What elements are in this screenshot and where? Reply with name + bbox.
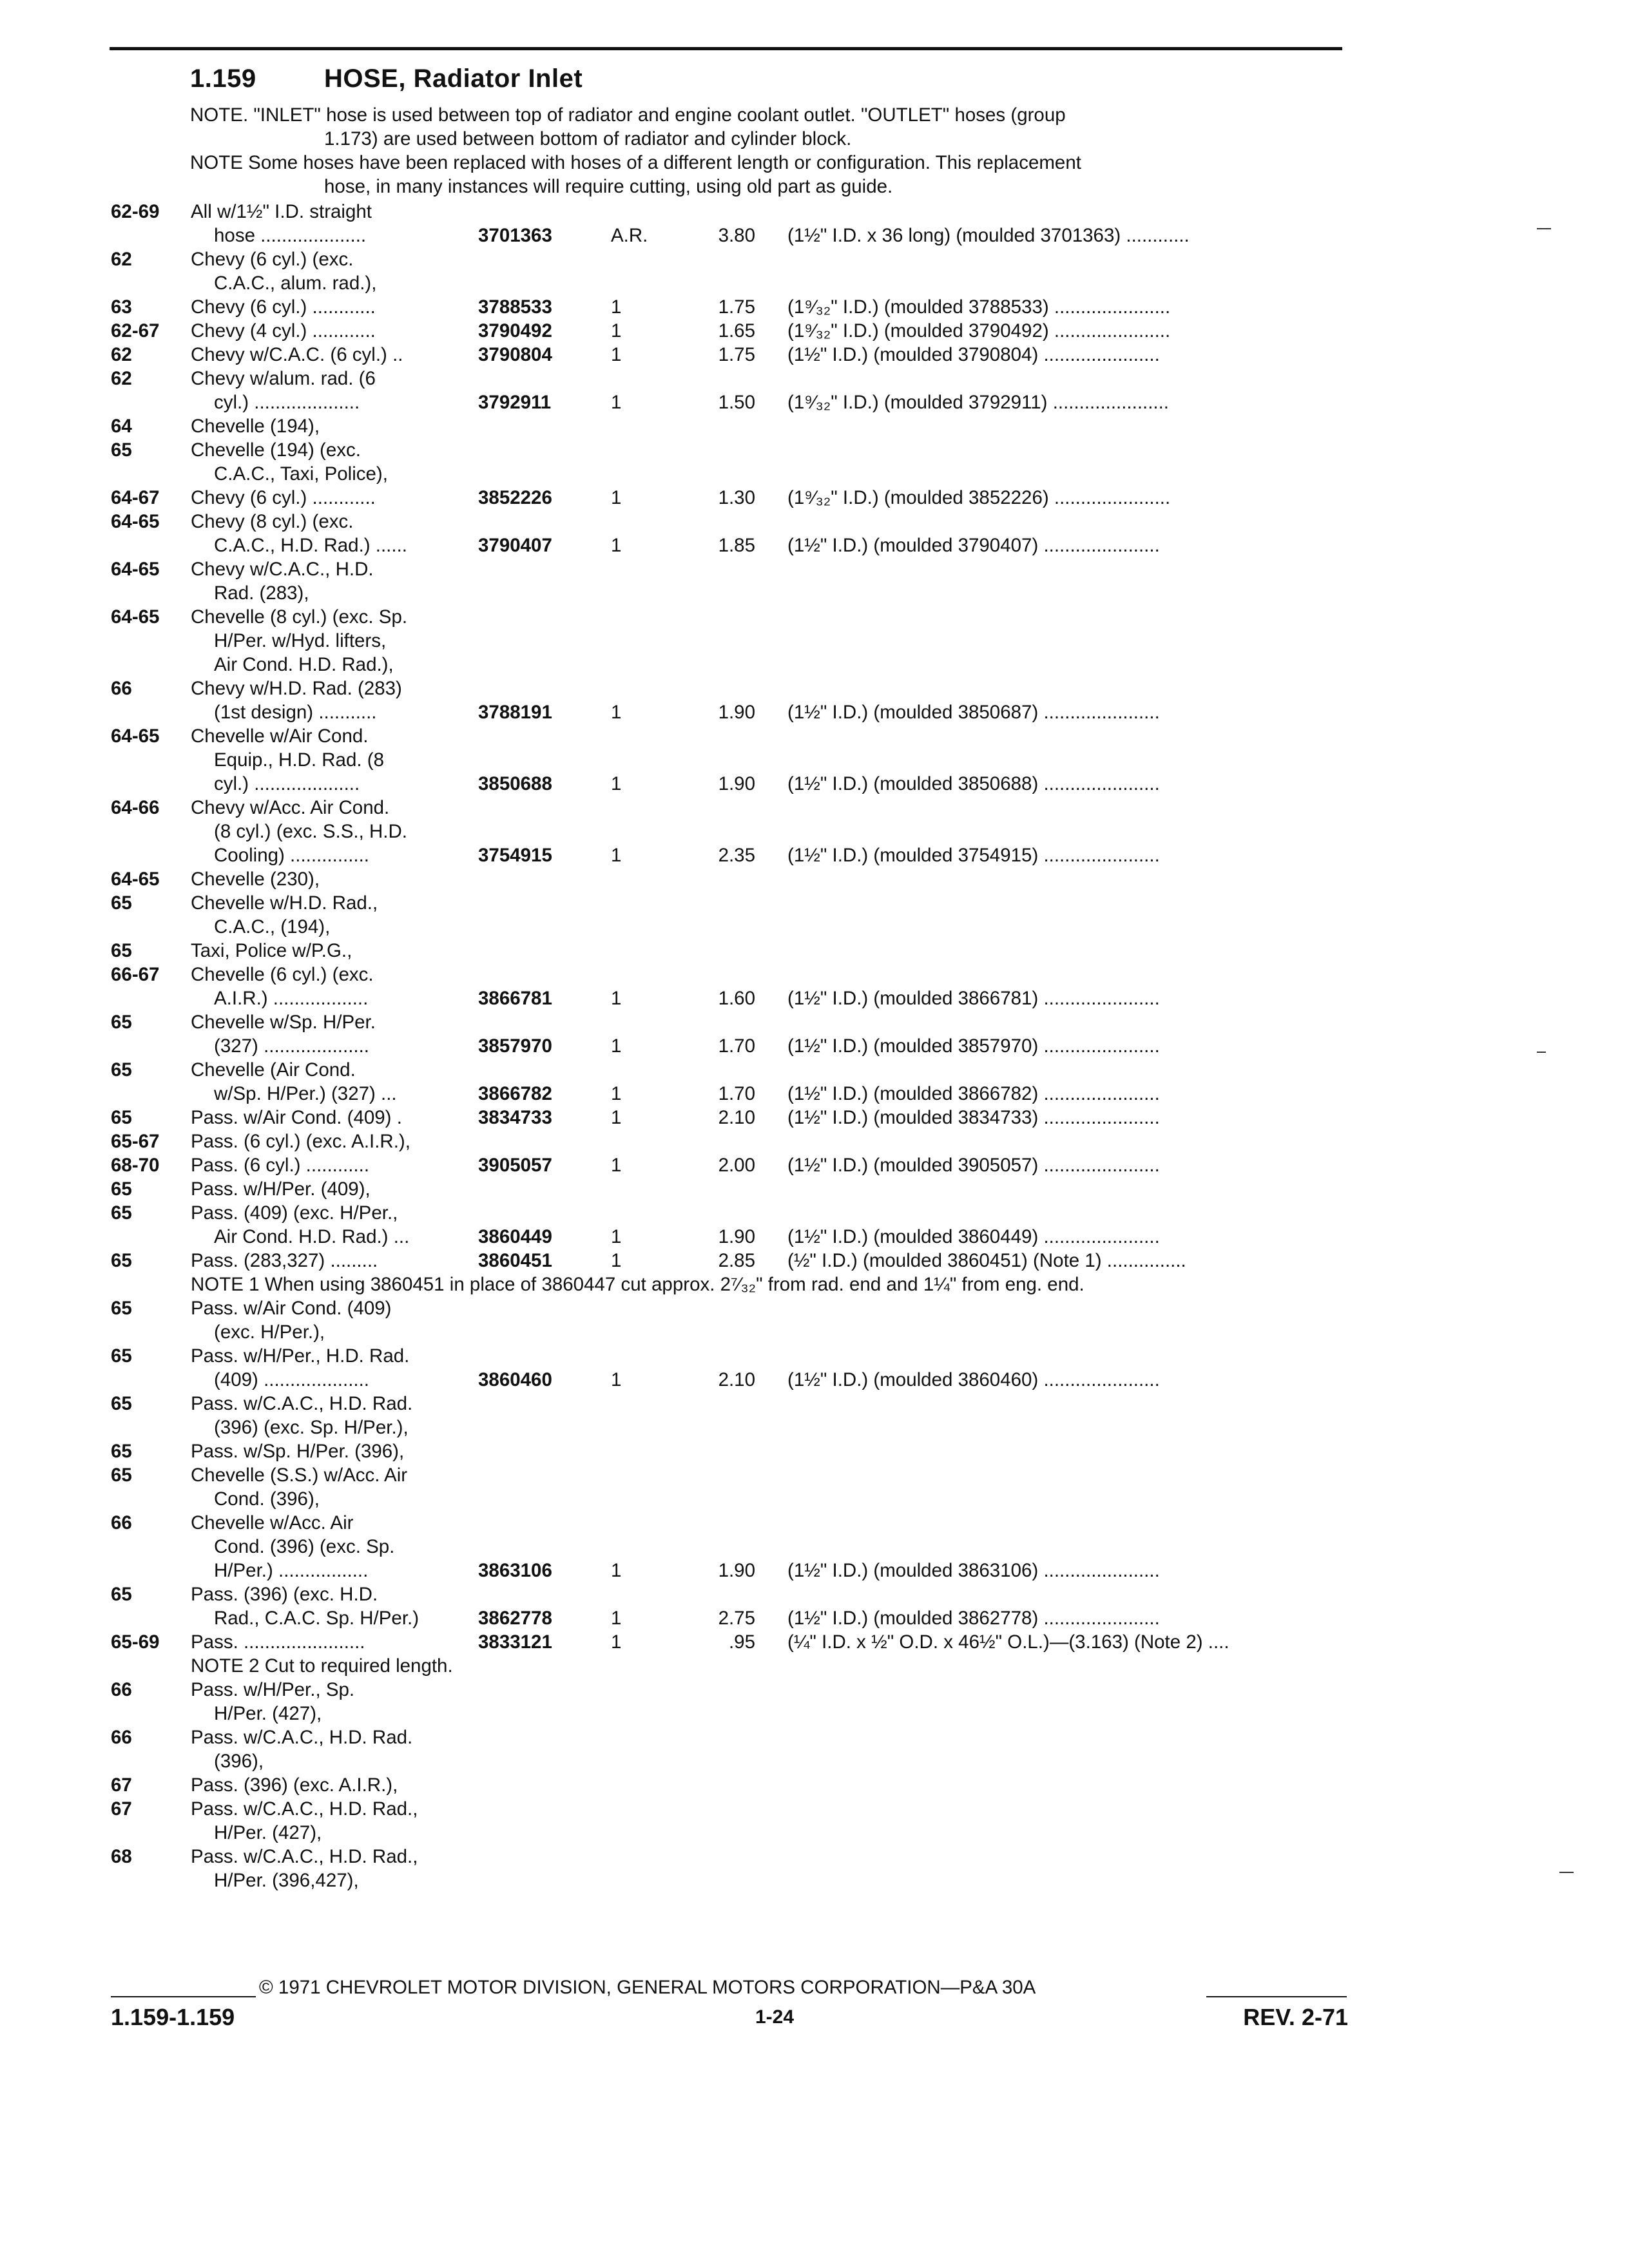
- table-row: [111, 724, 1348, 748]
- table-row: [111, 1678, 1348, 1702]
- application-description: Pass. w/C.A.C., H.D. Rad.,: [191, 1846, 418, 1867]
- table-row: [111, 1368, 1348, 1392]
- application-description: (327) ....................: [214, 1035, 369, 1057]
- table-row: [111, 367, 1348, 390]
- application-description: Chevelle w/Acc. Air: [191, 1512, 354, 1533]
- table-row: [111, 1606, 1348, 1630]
- application-description: Pass. w/Sp. H/Per. (396),: [191, 1441, 405, 1462]
- table-row: [111, 867, 1348, 891]
- part-number: 3860460: [478, 1369, 552, 1390]
- application-description: Pass. (396) (exc. H.D.: [191, 1584, 378, 1605]
- application-description: H/Per. (427),: [214, 1703, 322, 1724]
- table-row: [111, 1559, 1348, 1582]
- application-description: (396) (exc. Sp. H/Per.),: [214, 1417, 409, 1438]
- model-years: 64-67: [111, 487, 160, 508]
- list-price: 1.90: [718, 1560, 755, 1581]
- model-years: 65: [111, 1202, 132, 1224]
- application-description: Chevelle w/H.D. Rad.,: [191, 892, 378, 914]
- list-price: 1.90: [718, 773, 755, 794]
- part-number: 3754915: [478, 845, 552, 866]
- application-description: Chevy (6 cyl.) ............: [191, 296, 376, 318]
- quantity: 1: [611, 1035, 622, 1057]
- application-description: Pass. (6 cyl.) ............: [191, 1155, 370, 1176]
- table-row: [111, 1463, 1348, 1487]
- model-years: 64-65: [111, 511, 160, 532]
- scan-mark: [1537, 1052, 1546, 1053]
- remarks: (1½" I.D.) (moulded 3863106) ......................: [787, 1560, 1160, 1581]
- model-years: 62: [111, 368, 132, 389]
- table-row: [111, 390, 1348, 414]
- table-row: [111, 843, 1348, 867]
- table-row: [111, 1749, 1348, 1773]
- list-price: 1.65: [718, 320, 755, 341]
- part-number: 3833121: [478, 1631, 552, 1653]
- model-years: 65-69: [111, 1631, 160, 1653]
- application-description: H/Per. (396,427),: [214, 1870, 359, 1891]
- remarks: (1½" I.D.) (moulded 3850688) ......................: [787, 773, 1160, 794]
- model-years: 67: [111, 1798, 132, 1820]
- note-line: NOTE. "INLET" hose is used between top of radiator and engine coolant outlet. "OUTLET" hoses (group: [190, 104, 1066, 126]
- application-description: Pass. (396) (exc. A.I.R.),: [191, 1774, 398, 1796]
- application-description: Chevy w/C.A.C. (6 cyl.) ..: [191, 344, 403, 365]
- remarks: (1⁹⁄₃₂" I.D.) (moulded 3788533) ......................: [787, 296, 1171, 318]
- application-description: (396),: [214, 1751, 264, 1772]
- table-row: [111, 629, 1348, 653]
- table-row: [111, 1034, 1348, 1058]
- model-years: 65: [111, 1178, 132, 1200]
- table-row: [111, 1106, 1348, 1129]
- table-row: [111, 1296, 1348, 1320]
- footer-rule: [111, 1996, 256, 1997]
- model-years: 65: [111, 1393, 132, 1414]
- list-price: 2.10: [718, 1369, 755, 1390]
- table-row: [111, 1177, 1348, 1201]
- table-row: [111, 1845, 1348, 1869]
- application-description: C.A.C., (194),: [214, 916, 331, 937]
- application-description: Chevy (8 cyl.) (exc.: [191, 511, 354, 532]
- quantity: 1: [611, 1631, 622, 1653]
- remarks: (1½" I.D. x 36 long) (moulded 3701363) ............: [787, 225, 1190, 246]
- list-price: 1.85: [718, 535, 755, 556]
- remarks: (1½" I.D.) (moulded 3866781) ......................: [787, 988, 1160, 1009]
- model-years: 64: [111, 416, 132, 437]
- table-row: [111, 939, 1348, 963]
- application-description: Chevy w/Acc. Air Cond.: [191, 797, 390, 818]
- model-years: 62-67: [111, 320, 160, 341]
- quantity: 1: [611, 773, 622, 794]
- model-years: 64-65: [111, 606, 160, 628]
- table-row: [111, 295, 1348, 319]
- quantity: 1: [611, 702, 622, 723]
- application-description: Air Cond. H.D. Rad.) ...: [214, 1226, 410, 1247]
- application-description: Pass. w/C.A.C., H.D. Rad.: [191, 1727, 413, 1748]
- model-years: 65: [111, 892, 132, 914]
- table-row: [111, 891, 1348, 915]
- table-row: [111, 1201, 1348, 1225]
- application-description: cyl.) ....................: [214, 392, 360, 413]
- quantity: 1: [611, 1250, 622, 1271]
- section-notes: [190, 103, 1344, 198]
- list-price: 1.75: [718, 296, 755, 318]
- model-years: 65-67: [111, 1131, 160, 1152]
- application-description: Chevelle (194),: [191, 416, 320, 437]
- quantity: A.R.: [611, 225, 648, 246]
- application-description: Chevy (6 cyl.) ............: [191, 487, 376, 508]
- list-price: 2.00: [718, 1155, 755, 1176]
- note-line: 1.173) are used between bottom of radiator and cylinder block.: [324, 128, 852, 149]
- table-row: [111, 915, 1348, 939]
- application-description: Pass. w/H/Per. (409),: [191, 1178, 371, 1200]
- application-description: Chevelle (Air Cond.: [191, 1059, 356, 1081]
- remarks: (1⁹⁄₃₂" I.D.) (moulded 3790492) ......................: [787, 320, 1171, 341]
- application-description: H/Per. w/Hyd. lifters,: [214, 630, 387, 651]
- part-number: 3790804: [478, 344, 552, 365]
- table-row: [111, 1702, 1348, 1725]
- table-row: [111, 963, 1348, 986]
- application-description: Chevelle (194) (exc.: [191, 439, 361, 461]
- quantity: 1: [611, 1369, 622, 1390]
- table-row: [111, 1129, 1348, 1153]
- remarks: (1½" I.D.) (moulded 3866782) ......................: [787, 1083, 1160, 1104]
- model-years: 65: [111, 1107, 132, 1128]
- table-row: [111, 200, 1348, 224]
- quantity: 1: [611, 320, 622, 341]
- application-description: hose ....................: [214, 225, 367, 246]
- table-row: [111, 1058, 1348, 1082]
- part-number: 3850688: [478, 773, 552, 794]
- part-number: 3863106: [478, 1560, 552, 1581]
- application-description: Chevelle w/Air Cond.: [191, 726, 369, 747]
- table-row: [111, 1630, 1348, 1654]
- model-years: 66-67: [111, 964, 160, 985]
- table-row: [111, 820, 1348, 843]
- application-description: C.A.C., alum. rad.),: [214, 273, 377, 294]
- table-row: [111, 1320, 1348, 1344]
- remarks: (1⁹⁄₃₂" I.D.) (moulded 3792911) ......................: [787, 392, 1170, 413]
- table-row: [111, 1797, 1348, 1821]
- note-text: NOTE 2 Cut to required length.: [191, 1655, 453, 1677]
- application-description: Cooling) ...............: [214, 845, 369, 866]
- quantity: 1: [611, 1226, 622, 1247]
- section-heading: [190, 64, 583, 93]
- model-years: 65: [111, 1441, 132, 1462]
- model-years: 64-65: [111, 726, 160, 747]
- note-line: hose, in many instances will require cutting, using old part as guide.: [324, 176, 893, 197]
- table-row: [111, 605, 1348, 629]
- note-text: NOTE 1 When using 3860451 in place of 3860447 cut approx. 2⁷⁄₃₂" from rad. end and 1¼" from eng. end.: [191, 1274, 1084, 1295]
- model-years: 65: [111, 1298, 132, 1319]
- model-years: 65: [111, 1012, 132, 1033]
- table-row: [111, 986, 1348, 1010]
- part-number: 3860451: [478, 1250, 552, 1271]
- table-row: [111, 796, 1348, 820]
- table-row: [111, 1416, 1348, 1439]
- note-row: [111, 1654, 1348, 1678]
- quantity: 1: [611, 988, 622, 1009]
- quantity: 1: [611, 1560, 622, 1581]
- model-years: 68: [111, 1846, 132, 1867]
- application-description: H/Per.) .................: [214, 1560, 369, 1581]
- remarks: (1½" I.D.) (moulded 3834733) ......................: [787, 1107, 1160, 1128]
- model-years: 62: [111, 344, 132, 365]
- application-description: cyl.) ....................: [214, 773, 360, 794]
- part-number: 3866781: [478, 988, 552, 1009]
- remarks: (¼" I.D. x ½" O.D. x 46½" O.L.)—(3.163) (Note 2) ....: [787, 1631, 1229, 1653]
- application-description: Pass. (283,327) .........: [191, 1250, 378, 1271]
- application-description: C.A.C., Taxi, Police),: [214, 463, 388, 485]
- part-number: 3788533: [478, 296, 552, 318]
- list-price: 2.85: [718, 1250, 755, 1271]
- model-years: 65: [111, 1250, 132, 1271]
- model-years: 68-70: [111, 1155, 160, 1176]
- table-row: [111, 1439, 1348, 1463]
- quantity: 1: [611, 392, 622, 413]
- application-description: Chevelle (S.S.) w/Acc. Air: [191, 1465, 408, 1486]
- model-years: 65: [111, 439, 132, 461]
- remarks: (1½" I.D.) (moulded 3860460) ......................: [787, 1369, 1160, 1390]
- application-description: Air Cond. H.D. Rad.),: [214, 654, 394, 675]
- footer: [111, 2004, 1348, 2036]
- footer-copyright: © 1971 CHEVROLET MOTOR DIVISION, GENERAL MOTORS CORPORATION—P&A 30A: [259, 1977, 1036, 1998]
- model-years: 65: [111, 1465, 132, 1486]
- application-description: Pass. .......................: [191, 1631, 365, 1653]
- table-row: [111, 1344, 1348, 1368]
- table-row: [111, 557, 1348, 581]
- part-number: 3792911: [478, 392, 552, 413]
- part-number: 3790492: [478, 320, 552, 341]
- application-description: Rad. (283),: [214, 582, 309, 604]
- part-number: 3905057: [478, 1155, 552, 1176]
- top-rule: [110, 47, 1342, 50]
- application-description: Chevy (4 cyl.) ............: [191, 320, 376, 341]
- scan-mark: [1537, 228, 1551, 229]
- list-price: 1.30: [718, 487, 755, 508]
- application-description: Chevelle (6 cyl.) (exc.: [191, 964, 374, 985]
- table-row: [111, 772, 1348, 796]
- list-price: .95: [728, 1631, 755, 1653]
- application-description: (1st design) ...........: [214, 702, 377, 723]
- table-row: [111, 1153, 1348, 1177]
- remarks: (1½" I.D.) (moulded 3857970) ......................: [787, 1035, 1160, 1057]
- list-price: 1.90: [718, 702, 755, 723]
- quantity: 1: [611, 1155, 622, 1176]
- application-description: Chevelle (230),: [191, 869, 320, 890]
- table-row: [111, 224, 1348, 247]
- part-number: 3860449: [478, 1226, 552, 1247]
- footer-page-number: 1-24: [755, 2006, 795, 2028]
- list-price: 2.75: [718, 1608, 755, 1629]
- application-description: C.A.C., H.D. Rad.) ......: [214, 535, 407, 556]
- table-row: [111, 343, 1348, 367]
- table-row: [111, 533, 1348, 557]
- model-years: 64-65: [111, 869, 160, 890]
- note-line: NOTE Some hoses have been replaced with hoses of a different length or configuration. This replacement: [190, 152, 1081, 173]
- application-description: Pass. (6 cyl.) (exc. A.I.R.),: [191, 1131, 410, 1152]
- list-price: 1.60: [718, 988, 755, 1009]
- table-row: [111, 1487, 1348, 1511]
- application-description: Equip., H.D. Rad. (8: [214, 749, 384, 771]
- table-row: [111, 438, 1348, 462]
- model-years: 65: [111, 1584, 132, 1605]
- part-number: 3834733: [478, 1107, 552, 1128]
- quantity: 1: [611, 845, 622, 866]
- application-description: Chevy w/H.D. Rad. (283): [191, 678, 402, 699]
- part-number: 3852226: [478, 487, 552, 508]
- table-row: [111, 414, 1348, 438]
- application-description: Taxi, Police w/P.G.,: [191, 940, 352, 961]
- table-row: [111, 1392, 1348, 1416]
- table-row: [111, 677, 1348, 700]
- application-description: Chevy (6 cyl.) (exc.: [191, 249, 354, 270]
- application-description: Chevelle (8 cyl.) (exc. Sp.: [191, 606, 408, 628]
- application-description: Pass. (409) (exc. H/Per.,: [191, 1202, 398, 1224]
- table-row: [111, 581, 1348, 605]
- list-price: 2.35: [718, 845, 755, 866]
- list-price: 1.50: [718, 392, 755, 413]
- model-years: 64-65: [111, 559, 160, 580]
- model-years: 66: [111, 1512, 132, 1533]
- table-row: [111, 1821, 1348, 1845]
- list-price: 2.10: [718, 1107, 755, 1128]
- remarks: (½" I.D.) (moulded 3860451) (Note 1) ...............: [787, 1250, 1186, 1271]
- application-description: A.I.R.) ..................: [214, 988, 369, 1009]
- table-row: [111, 1869, 1348, 1892]
- remarks: (1½" I.D.) (moulded 3754915) ......................: [787, 845, 1160, 866]
- list-price: 1.70: [718, 1083, 755, 1104]
- table-row: [111, 1225, 1348, 1249]
- table-row: [111, 748, 1348, 772]
- remarks: (1⁹⁄₃₂" I.D.) (moulded 3852226) ......................: [787, 487, 1171, 508]
- footer-revision: REV. 2-71: [1243, 2004, 1348, 2030]
- model-years: 65: [111, 1345, 132, 1367]
- table-row: [111, 1725, 1348, 1749]
- model-years: 66: [111, 1727, 132, 1748]
- quantity: 1: [611, 1107, 622, 1128]
- list-price: 1.75: [718, 344, 755, 365]
- table-row: [111, 510, 1348, 533]
- model-years: 62-69: [111, 201, 160, 222]
- quantity: 1: [611, 487, 622, 508]
- application-description: Cond. (396),: [214, 1488, 320, 1510]
- part-number: 3857970: [478, 1035, 552, 1057]
- list-price: 1.70: [718, 1035, 755, 1057]
- quantity: 1: [611, 535, 622, 556]
- footer-group-range: 1.159-1.159: [111, 2004, 235, 2030]
- model-years: 63: [111, 296, 132, 318]
- table-row: [111, 700, 1348, 724]
- model-years: 67: [111, 1774, 132, 1796]
- application-description: Chevelle w/Sp. H/Per.: [191, 1012, 376, 1033]
- remarks: (1½" I.D.) (moulded 3790407) ......................: [787, 535, 1160, 556]
- part-number: 3788191: [478, 702, 552, 723]
- remarks: (1½" I.D.) (moulded 3850687) ......................: [787, 702, 1160, 723]
- quantity: 1: [611, 344, 622, 365]
- table-row: [111, 1535, 1348, 1559]
- quantity: 1: [611, 296, 622, 318]
- application-description: Pass. w/H/Per., Sp.: [191, 1679, 355, 1700]
- part-number: 3790407: [478, 535, 552, 556]
- model-years: 62: [111, 249, 132, 270]
- footer-copyright-line: [111, 1977, 1348, 2003]
- list-price: 1.90: [718, 1226, 755, 1247]
- application-description: (8 cyl.) (exc. S.S., H.D.: [214, 821, 407, 842]
- application-description: Chevy w/alum. rad. (6: [191, 368, 376, 389]
- remarks: (1½" I.D.) (moulded 3862778) ......................: [787, 1608, 1160, 1629]
- model-years: 64-66: [111, 797, 160, 818]
- section-number: 1.159: [190, 64, 256, 93]
- quantity: 1: [611, 1608, 622, 1629]
- remarks: (1½" I.D.) (moulded 3790804) ......................: [787, 344, 1160, 365]
- table-row: [111, 319, 1348, 343]
- model-years: 65: [111, 1059, 132, 1081]
- table-row: [111, 486, 1348, 510]
- application-description: Pass. w/C.A.C., H.D. Rad.: [191, 1393, 413, 1414]
- scan-mark: [1559, 1872, 1574, 1873]
- application-description: (exc. H/Per.),: [214, 1321, 325, 1343]
- section-title: HOSE, Radiator Inlet: [324, 64, 583, 93]
- note-row: [111, 1273, 1348, 1296]
- application-description: Cond. (396) (exc. Sp.: [214, 1536, 395, 1557]
- application-description: Pass. w/Air Cond. (409): [191, 1298, 392, 1319]
- table-row: [111, 1582, 1348, 1606]
- model-years: 66: [111, 678, 132, 699]
- model-years: 66: [111, 1679, 132, 1700]
- table-row: [111, 1511, 1348, 1535]
- part-number: 3866782: [478, 1083, 552, 1104]
- application-description: w/Sp. H/Per.) (327) ...: [214, 1083, 397, 1104]
- table-row: [111, 271, 1348, 295]
- application-description: Pass. w/C.A.C., H.D. Rad.,: [191, 1798, 418, 1820]
- application-description: (409) ....................: [214, 1369, 369, 1390]
- table-row: [111, 1773, 1348, 1797]
- application-description: All w/1½" I.D. straight: [191, 201, 372, 222]
- parts-catalog: [111, 200, 1348, 1892]
- application-description: Chevy w/C.A.C., H.D.: [191, 559, 374, 580]
- table-row: [111, 653, 1348, 677]
- application-description: Rad., C.A.C. Sp. H/Per.): [214, 1608, 419, 1629]
- application-description: H/Per. (427),: [214, 1822, 322, 1843]
- application-description: Pass. w/H/Per., H.D. Rad.: [191, 1345, 410, 1367]
- application-description: Pass. w/Air Cond. (409) .: [191, 1107, 402, 1128]
- list-price: 3.80: [718, 225, 755, 246]
- table-row: [111, 1249, 1348, 1273]
- remarks: (1½" I.D.) (moulded 3860449) ......................: [787, 1226, 1160, 1247]
- quantity: 1: [611, 1083, 622, 1104]
- table-row: [111, 1082, 1348, 1106]
- part-number: 3862778: [478, 1608, 552, 1629]
- footer-rule: [1206, 1996, 1347, 1997]
- table-row: [111, 1010, 1348, 1034]
- table-row: [111, 247, 1348, 271]
- remarks: (1½" I.D.) (moulded 3905057) ......................: [787, 1155, 1160, 1176]
- table-row: [111, 462, 1348, 486]
- model-years: 65: [111, 940, 132, 961]
- part-number: 3701363: [478, 225, 552, 246]
